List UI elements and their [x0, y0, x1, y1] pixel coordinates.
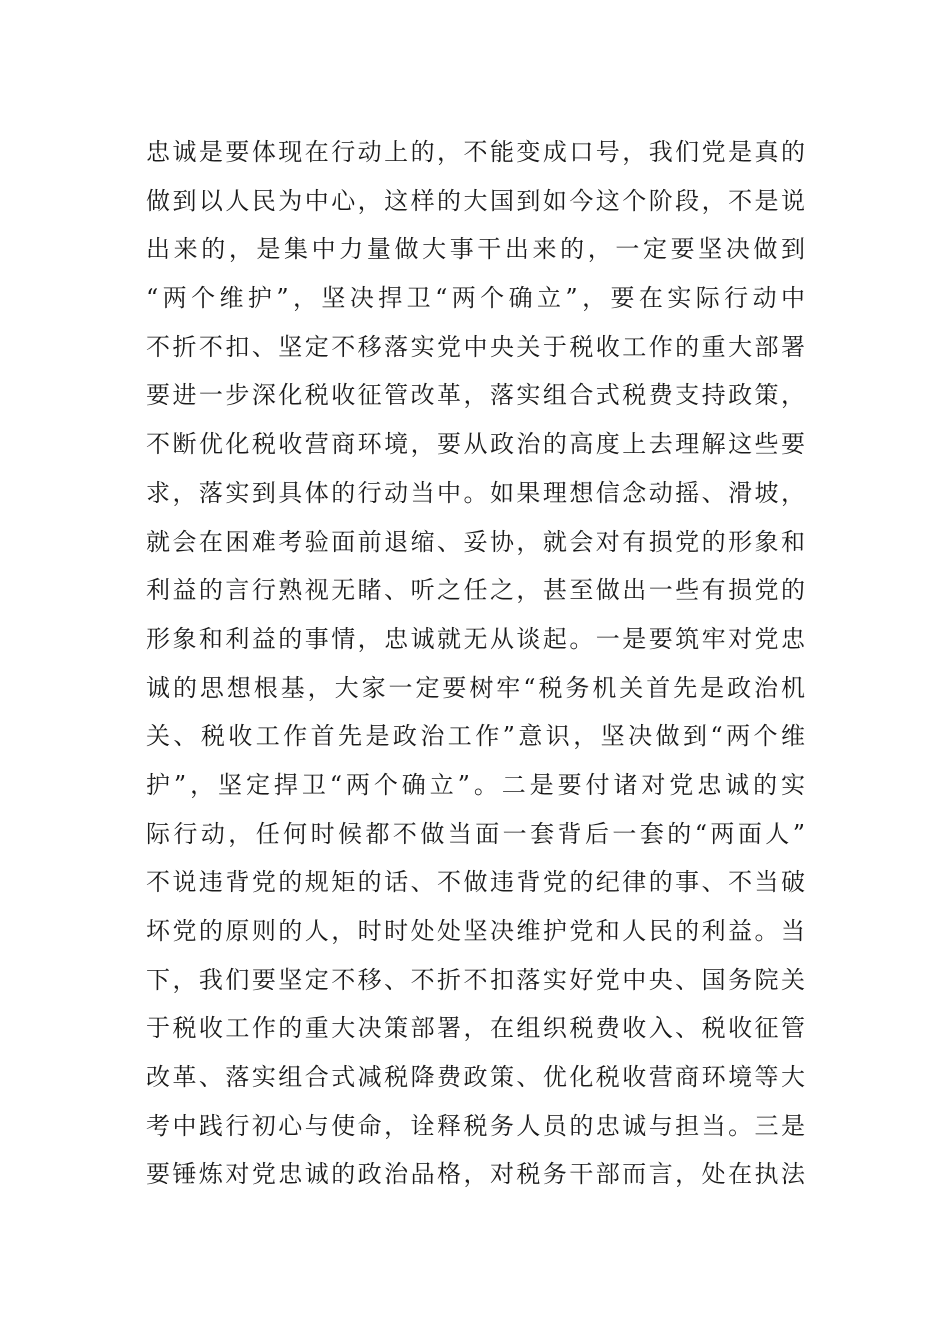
text-line: 利益的言行熟视无睹、听之任之，甚至做出一些有损党的 [146, 576, 806, 605]
text-line: 下，我们要坚定不移、不折不扣落实好党中央、国务院关 [146, 965, 806, 994]
text-line: 求，落实到具体的行动当中。如果理想信念动摇、滑坡， [146, 478, 806, 507]
body-text [146, 128, 806, 1199]
text-line: “两个维护”，坚决捍卫“两个确立”，要在实际行动中 [146, 284, 806, 313]
text-line: 诚的思想根基，大家一定要树牢“税务机关首先是政治机 [146, 673, 806, 702]
text-line: 护”，坚定捍卫“两个确立”。二是要付诸对党忠诚的实 [146, 770, 806, 799]
text-line: 考中践行初心与使命，诠释税务人员的忠诚与担当。三是 [146, 1111, 806, 1140]
text-line: 坏党的原则的人，时时处处坚决维护党和人民的利益。当 [146, 917, 806, 945]
text-line: 就会在困难考验面前退缩、妥协，就会对有损党的形象和 [146, 527, 806, 556]
text-line: 改革、落实组合式减税降费政策、优化税收营商环境等大 [146, 1063, 806, 1092]
text-line: 于税收工作的重大决策部署，在组织税费收入、税收征管 [146, 1014, 806, 1043]
text-line: 不断优化税收营商环境，要从政治的高度上去理解这些要 [146, 430, 806, 459]
text-line: 忠诚是要体现在行动上的，不能变成口号，我们党是真的 [146, 138, 806, 166]
text-line: 出来的，是集中力量做大事干出来的，一定要坚决做到 [146, 235, 806, 264]
text-line: 关、税收工作首先是政治工作”意识，坚决做到“两个维 [146, 722, 806, 751]
text-line: 要进一步深化税收征管改革，落实组合式税费支持政策， [146, 381, 806, 410]
text-line: 不说违背党的规矩的话、不做违背党的纪律的事、不当破 [146, 868, 806, 897]
text-line: 要锤炼对党忠诚的政治品格，对税务干部而言，处在执法 [146, 1160, 806, 1189]
text-line: 不折不扣、坚定不移落实党中央关于税收工作的重大部署 [146, 332, 806, 361]
text-line: 做到以人民为中心，这样的大国到如今这个阶段，不是说 [146, 186, 806, 215]
text-line: 形象和利益的事情，忠诚就无从谈起。一是要筑牢对党忠 [146, 624, 806, 653]
text-line: 际行动，任何时候都不做当面一套背后一套的“两面人” [146, 819, 806, 848]
